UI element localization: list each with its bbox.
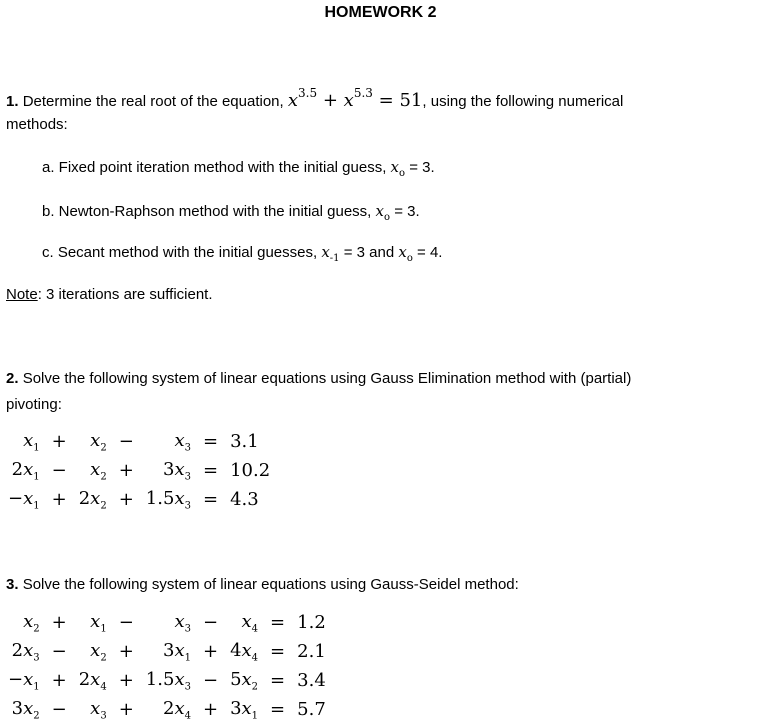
variable-subscript: 2	[251, 681, 259, 693]
variable: x	[90, 458, 101, 480]
variable: x	[174, 487, 185, 509]
q3-term	[73, 608, 113, 637]
q2-line1	[6, 370, 756, 387]
variable: x	[90, 639, 101, 661]
variable: x	[241, 639, 252, 661]
q3-operator: =	[270, 699, 286, 720]
q1-eq-plus: +	[322, 90, 338, 111]
q3-row	[2, 608, 332, 637]
q1-eq-equals: =	[378, 90, 394, 111]
coefficient: 4	[230, 639, 242, 661]
q2-term	[140, 456, 197, 485]
q3-operator: +	[51, 670, 67, 691]
q2-term	[73, 427, 113, 456]
q3-operator: +	[202, 699, 219, 720]
q1-part-c	[42, 243, 442, 264]
variable: x	[23, 668, 34, 690]
q3-rhs: 5.7	[297, 699, 326, 720]
coefficient: 2	[78, 668, 91, 690]
q2-term	[73, 456, 113, 485]
coefficient: −	[8, 487, 24, 509]
q3-rhs: 1.2	[297, 612, 326, 633]
q3-term	[2, 608, 46, 637]
variable-subscript: 1	[251, 710, 259, 722]
variable-subscript: 3	[184, 500, 191, 512]
variable-subscript: 2	[100, 471, 107, 483]
q1-text-after: , using the following numerical	[422, 93, 624, 110]
q3-operator: =	[270, 641, 286, 662]
variable: x	[23, 610, 34, 632]
q1-text-before: Determine the real root of the equation,	[22, 93, 284, 110]
coefficient: 3	[11, 697, 24, 719]
variable-subscript: 3	[184, 681, 191, 693]
q3-number: 3.	[6, 576, 19, 593]
variable-subscript: 3	[184, 471, 191, 483]
q3-row	[2, 695, 332, 724]
variable: x	[174, 639, 185, 661]
q3-term	[224, 695, 264, 724]
variable: x	[90, 697, 101, 719]
q2-operator: +	[118, 460, 134, 481]
variable-subscript: 3	[184, 623, 191, 635]
variable-subscript: 4	[100, 681, 107, 693]
q3-operator: +	[118, 699, 134, 720]
coefficient: 5	[230, 668, 242, 690]
q3-operator: −	[202, 612, 219, 633]
q3-term	[73, 695, 113, 724]
variable-subscript: 4	[251, 652, 259, 664]
q3-term	[2, 666, 46, 695]
q1-part-a-label: a. Fixed point iteration method with the initial guess,	[42, 159, 387, 176]
variable-subscript: 2	[100, 500, 107, 512]
q2-operator: =	[202, 431, 219, 452]
q2-operator: −	[118, 431, 134, 452]
q2-rhs: 10.2	[230, 460, 271, 481]
coefficient: 2	[11, 639, 24, 661]
q1-note-text: : 3 iterations are sufficient.	[37, 286, 213, 303]
q2-row	[2, 485, 276, 514]
q3-operator: −	[202, 670, 219, 691]
variable-subscript: 1	[33, 681, 40, 693]
variable: x	[241, 668, 252, 690]
q3-operator: −	[118, 612, 134, 633]
q1-part-b-sub: o	[384, 212, 391, 223]
q3-term	[224, 666, 264, 695]
variable: x	[174, 429, 185, 451]
variable-subscript: 4	[184, 710, 191, 722]
q1-eq-exp1: 3.5	[298, 86, 318, 100]
coefficient: 3	[162, 458, 175, 480]
q1-note	[6, 286, 213, 303]
q3-operator: =	[270, 670, 286, 691]
q1-eq-exp2: 5.3	[353, 86, 373, 100]
variable-subscript: 3	[184, 442, 191, 454]
q2-rhs: 4.3	[230, 489, 259, 510]
q1-part-a-tail: = 3.	[409, 159, 435, 176]
q1-part-b-tail: = 3.	[394, 203, 420, 220]
variable: x	[174, 610, 185, 632]
coefficient: −	[8, 668, 24, 690]
coefficient: 2	[11, 458, 24, 480]
q3-term	[140, 608, 197, 637]
q3-term	[73, 666, 113, 695]
q2-row	[2, 456, 276, 485]
page-title: HOMEWORK 2	[324, 4, 437, 21]
coefficient: 1.5	[145, 668, 175, 690]
q1-equation	[287, 86, 423, 111]
q3-operator: +	[202, 641, 219, 662]
q1-part-c-tail: = 4.	[417, 244, 443, 261]
coefficient: 1.5	[145, 487, 175, 509]
q1-part-a-sub: o	[399, 168, 406, 179]
q2-line2: pivoting:	[6, 396, 62, 413]
q2-equation-system	[2, 427, 276, 514]
q1-part-a-var: x	[390, 158, 399, 176]
variable: x	[23, 639, 34, 661]
q1-note-label: Note	[6, 286, 38, 303]
variable: x	[241, 697, 252, 719]
variable-subscript: 2	[33, 623, 40, 635]
variable-subscript: 1	[184, 652, 191, 664]
q1-part-c-var2: x	[398, 243, 407, 261]
variable: x	[241, 610, 252, 632]
q2-operator: =	[202, 489, 219, 510]
q2-row	[2, 427, 276, 456]
q3-operator: −	[51, 699, 67, 720]
q1-eq-var2: x	[343, 90, 354, 111]
variable: x	[90, 487, 101, 509]
q2-term	[140, 485, 197, 514]
q2-term	[2, 485, 46, 514]
q2-operator: +	[51, 431, 67, 452]
variable-subscript: 1	[100, 623, 107, 635]
q3-term	[140, 666, 197, 695]
coefficient: 2	[162, 697, 175, 719]
coefficient: 3	[230, 697, 242, 719]
q1-number: 1.	[6, 93, 19, 110]
variable: x	[23, 487, 34, 509]
q1-eq-var1: x	[287, 90, 299, 111]
q2-operator: =	[202, 460, 219, 481]
variable-subscript: 1	[33, 442, 40, 454]
variable: x	[90, 668, 101, 690]
variable-subscript: 1	[33, 471, 40, 483]
q3-term	[224, 608, 264, 637]
variable-subscript: 2	[33, 710, 40, 722]
coefficient: 3	[162, 639, 175, 661]
q2-rhs: 3.1	[230, 431, 259, 452]
variable: x	[23, 429, 34, 451]
variable: x	[23, 697, 34, 719]
q1-part-c-sub2: o	[406, 253, 413, 264]
variable: x	[174, 668, 185, 690]
q1-line2: methods:	[6, 116, 68, 133]
variable-subscript: 3	[33, 652, 40, 664]
q2-number: 2.	[6, 370, 19, 387]
variable: x	[174, 458, 185, 480]
q3-operator: =	[270, 612, 286, 633]
q1-part-c-mid: = 3 and	[343, 244, 395, 261]
q1-part-b	[42, 202, 420, 223]
q3-operator: +	[51, 612, 67, 633]
variable: x	[90, 610, 101, 632]
q1-part-b-var: x	[375, 202, 384, 220]
q3-equation-system	[2, 608, 332, 724]
q3-operator: −	[51, 641, 67, 662]
q3-rhs: 2.1	[297, 641, 326, 662]
q3-term	[2, 695, 46, 724]
q1-part-c-sub: -1	[329, 253, 340, 264]
q3-text: Solve the following system of linear equations using Gauss-Seidel method:	[22, 576, 519, 593]
q3-row	[2, 666, 332, 695]
q3-operator: +	[118, 641, 134, 662]
variable: x	[23, 458, 34, 480]
q1-part-b-label: b. Newton-Raphson method with the initial guess,	[42, 203, 372, 220]
variable-subscript: 1	[33, 500, 40, 512]
q3-operator: +	[118, 670, 134, 691]
q3-row	[2, 637, 332, 666]
q3-term	[140, 637, 197, 666]
q2-term	[73, 485, 113, 514]
q2-operator: +	[51, 489, 67, 510]
q1-part-c-label: c. Secant method with the initial guesses,	[42, 244, 318, 261]
q3-line1	[6, 576, 519, 593]
q2-operator: +	[118, 489, 134, 510]
q3-term	[2, 637, 46, 666]
q3-term	[73, 637, 113, 666]
variable-subscript: 4	[251, 623, 259, 635]
q2-operator: −	[51, 460, 67, 481]
variable: x	[174, 697, 185, 719]
q2-term	[140, 427, 197, 456]
variable-subscript: 3	[100, 710, 107, 722]
q1-eq-rhs: 51	[399, 90, 423, 111]
q2-term	[2, 427, 46, 456]
q3-rhs: 3.4	[297, 670, 326, 691]
variable-subscript: 2	[100, 442, 107, 454]
q1-part-a	[42, 158, 435, 179]
q2-text: Solve the following system of linear equations using Gauss Elimination method with (partial)	[22, 370, 632, 387]
q1-part-c-var: x	[321, 243, 330, 261]
variable: x	[90, 429, 101, 451]
coefficient: 2	[78, 487, 91, 509]
q1-line1	[6, 88, 623, 111]
variable-subscript: 2	[100, 652, 107, 664]
q3-term	[140, 695, 197, 724]
q2-term	[2, 456, 46, 485]
q3-term	[224, 637, 264, 666]
